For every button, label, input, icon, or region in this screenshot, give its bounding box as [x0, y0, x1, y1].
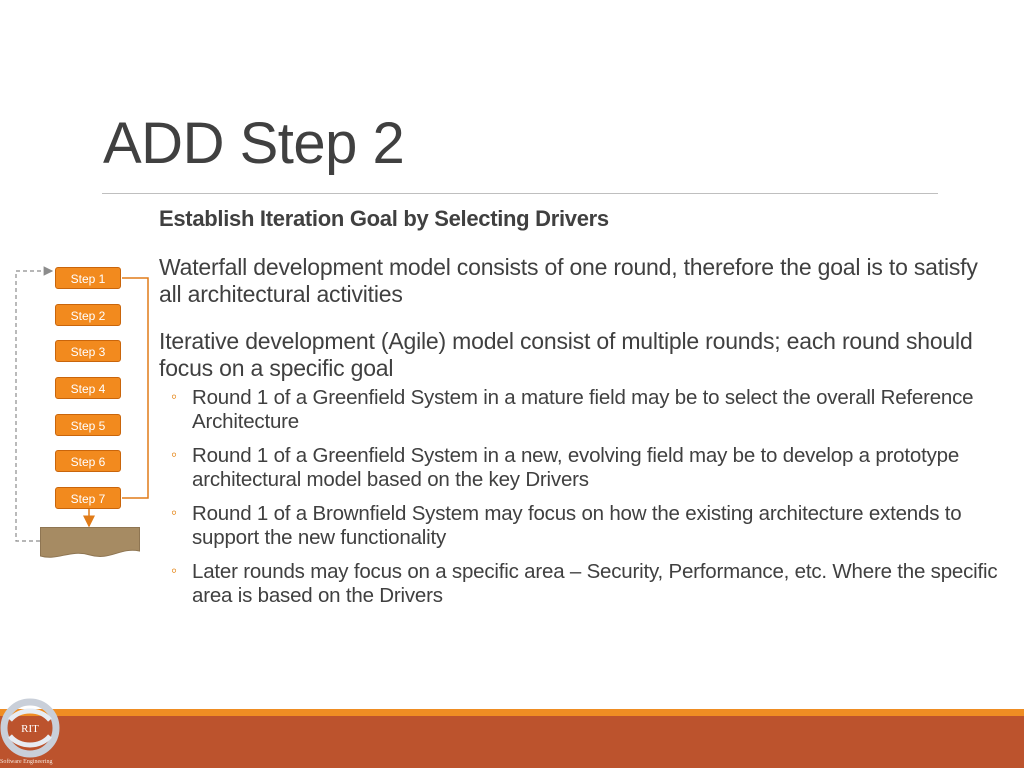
flow-step-2: Step 2	[55, 304, 121, 326]
bullet-item	[159, 502, 999, 550]
flow-step-5: Step 5	[55, 414, 121, 436]
footer-accent-line	[0, 709, 1024, 716]
title-divider	[102, 193, 938, 194]
flow-step-6: Step 6	[55, 450, 121, 472]
flow-step-3: Step 3	[55, 340, 121, 362]
bullet-item	[159, 386, 999, 434]
bullet-text: Round 1 of a Greenfield System in a mature field may be to select the overall Reference Architecture	[192, 386, 974, 433]
bullet-circle-icon: ◦	[171, 387, 177, 406]
rit-logo-icon	[0, 698, 66, 768]
flow-bracket-line	[122, 278, 148, 498]
footer-band	[0, 716, 1024, 768]
bullet-item	[159, 560, 999, 608]
bullet-item	[159, 444, 999, 492]
flow-step-7: Step 7	[55, 487, 121, 509]
document-shape	[40, 527, 140, 561]
bullet-circle-icon: ◦	[171, 503, 177, 522]
logo-text: RIT	[21, 723, 39, 735]
bullet-text: Later rounds may focus on a specific area – Security, Performance, etc. Where the specific area is based on the Drivers	[192, 560, 998, 607]
slide-subheading: Establish Iteration Goal by Selecting Drivers	[159, 206, 609, 231]
bullet-text: Round 1 of a Brownfield System may focus on how the existing architecture extends to support the new functionality	[192, 502, 962, 549]
bullet-circle-icon: ◦	[171, 445, 177, 464]
flow-step-1: Step 1	[55, 267, 121, 289]
bullet-circle-icon: ◦	[171, 561, 177, 580]
paragraph-waterfall: Waterfall development model consists of one round, therefore the goal is to satisfy all architectural activities	[159, 254, 978, 307]
bullet-list	[159, 386, 999, 608]
logo-caption: Software Engineering	[0, 759, 53, 765]
flow-step-4: Step 4	[55, 377, 121, 399]
slide-title: ADD Step 2	[103, 111, 405, 176]
bullet-text: Round 1 of a Greenfield System in a new, evolving field may be to develop a prototype architectural model based on the key Drivers	[192, 444, 960, 491]
paragraph-iterative: Iterative development (Agile) model consist of multiple rounds; each round should focus on a specific goal	[159, 328, 973, 381]
slide-content	[159, 206, 999, 618]
flow-return-loop	[16, 271, 52, 541]
